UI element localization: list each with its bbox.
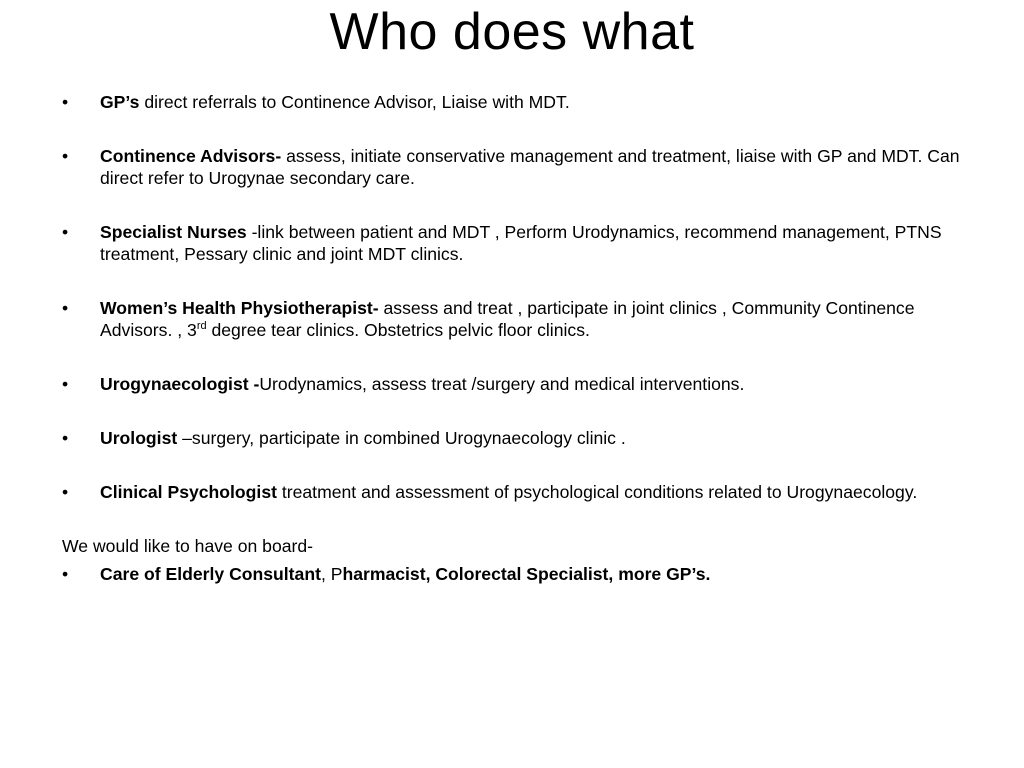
wishlist-separator: , P <box>320 564 343 584</box>
bullet-icon: • <box>62 482 69 502</box>
wishlist-intro: We would like to have on board- <box>62 536 314 556</box>
role-name: GP’s <box>100 92 140 112</box>
role-description: assess, initiate conservative management and treatment, liaise with GP and MDT. Can direct refer to Urogynae secondary care. <box>100 146 960 188</box>
role-name: Continence Advisors- <box>100 146 282 166</box>
list-item-womens-health-physiotherapist <box>62 297 982 341</box>
bullet-icon: • <box>62 222 69 242</box>
list-item-gps <box>62 91 982 113</box>
role-name: Women’s Health Physiotherapist- <box>100 298 379 318</box>
role-description: direct referrals to Continence Advisor, Liaise with MDT. <box>144 92 570 112</box>
list-item-urogynaecologist <box>62 373 982 395</box>
role-name: Specialist Nurses <box>100 222 247 242</box>
ordinal-suffix: rd <box>196 320 207 332</box>
role-description-part2: degree tear clinics. Obstetrics pelvic floor clinics. <box>211 320 590 340</box>
wishlist-part1: Care of Elderly Consultant <box>100 564 321 584</box>
bullet-icon: • <box>62 92 69 112</box>
role-name: Urogynaecologist - <box>100 374 260 394</box>
slide-title: Who does what <box>329 3 695 61</box>
wishlist-part2: harmacist, Colorectal Specialist, more GP’s. <box>342 564 711 584</box>
role-name: Urologist <box>100 428 178 448</box>
bullet-icon: • <box>62 428 69 448</box>
role-description: treatment and assessment of psychological conditions related to Urogynaecology. <box>281 482 918 502</box>
slide-content <box>62 91 982 585</box>
bullet-icon: • <box>62 564 69 584</box>
role-description-part1: assess and treat , participate in joint clinics , Community Continence Advisors. , 3 <box>100 298 915 340</box>
wishlist-list <box>62 563 982 585</box>
role-name: Clinical Psychologist <box>100 482 277 502</box>
roles-list <box>62 91 982 503</box>
list-item-wishlist <box>62 563 982 585</box>
bullet-icon: • <box>62 374 69 394</box>
list-item-specialist-nurses <box>62 221 982 265</box>
bullet-icon: • <box>62 298 69 318</box>
bullet-icon: • <box>62 146 69 166</box>
role-description: –surgery, participate in combined Urogynaecology clinic . <box>182 428 626 448</box>
list-item-continence-advisors <box>62 145 982 189</box>
list-item-urologist <box>62 427 982 449</box>
role-description: Urodynamics, assess treat /surgery and medical interventions. <box>259 374 745 394</box>
list-item-clinical-psychologist <box>62 481 982 503</box>
role-description: -link between patient and MDT , Perform Urodynamics, recommend management, PTNS treatment, Pessary clinic and joint MDT clinics. <box>100 222 942 264</box>
